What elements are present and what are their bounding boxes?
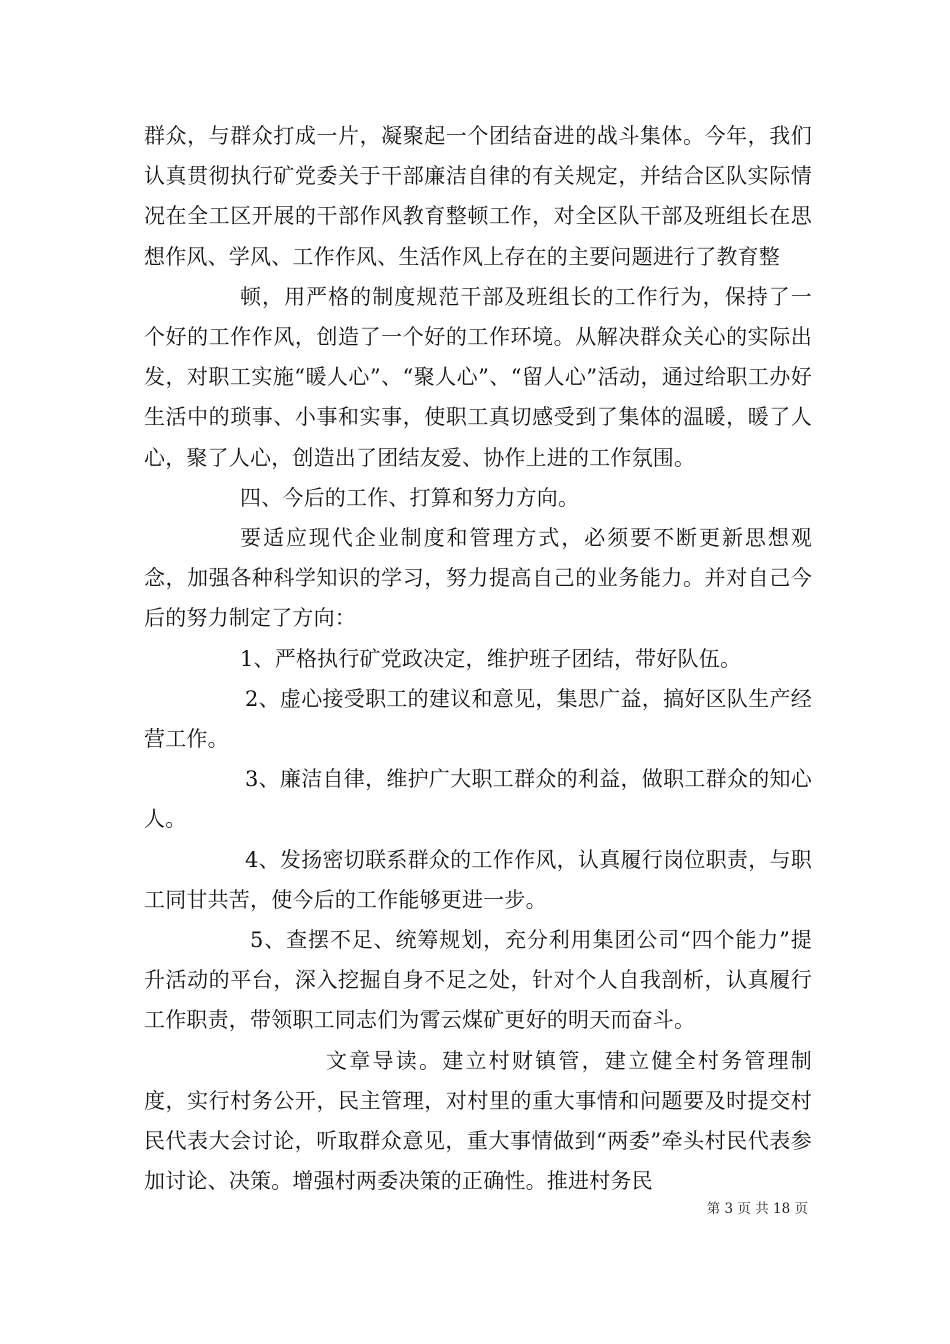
list-item-2: 2、虚心接受职工的建议和意见，集思广益，搞好区队生产经营工作。	[144, 686, 812, 752]
page-number-footer: 第 3 页 共 18 页	[706, 1201, 808, 1217]
list-item-1: 1、严格执行矿党政决定，维护班子团结，带好队伍。	[240, 646, 742, 671]
paragraph-3: 要适应现代企业制度和管理方式，必须要不断更新思想观念，加强各种科学知识的学习，努力提高自己的业务能力。并对自己今后的努力制定了方向：	[144, 526, 812, 631]
section-heading: 四、今后的工作、打算和努力方向。	[240, 485, 580, 510]
list-item-3: 3、廉洁自律，维护广大职工群众的利益，做职工群众的知心人。	[144, 767, 812, 832]
document-body	[144, 116, 812, 1201]
list-item-5: 5、查摆不足、统筹规划，充分利用集团公司“四个能力”提升活动的平台，深入挖掘自身不足之处，针对个人自我剖析，认真履行工作职责，带领职工同志们为霄云煤矿更好的明天而奋斗。	[144, 928, 812, 1033]
paragraph-guide: 文章导读。建立村财镇管，建立健全村务管理制度，实行村务公开，民主管理，对村里的重大事情和问题要及时提交村民代表大会讨论，听取群众意见，重大事情做到“两委”牵头村民代表参加讨论、决策。增强村两委决策的正确性。推进村务民	[144, 1048, 812, 1194]
paragraph-1: 群众，与群众打成一片，凝聚起一个团结奋进的战斗集体。今年，我们认真贯彻执行矿党委关于干部廉洁自律的有关规定，并结合区队实际情况在全工区开展的干部作风教育整顿工作，对全区队干部及班组长在思想作风、学风、工作作风、生活作风上存在的主要问题进行了教育整	[144, 124, 812, 269]
paragraph-2: 顿，用严格的制度规范干部及班组长的工作行为，保持了一个好的工作作风，创造了一个好的工作环境。从解决群众关心的实际出发，对职工实施“暖人心”、“聚人心”、“留人心”活动，通过给职工办好生活中的琐事、小事和实事，使职工真切感受到了集体的温暖，暖了人心，聚了人心，创造出了团结友爱、协作上进的工作氛围。	[144, 284, 812, 470]
list-item-4: 4、发扬密切联系群众的工作作风，认真履行岗位职责，与职工同甘共苦，使今后的工作能够更进一步。	[144, 847, 812, 912]
